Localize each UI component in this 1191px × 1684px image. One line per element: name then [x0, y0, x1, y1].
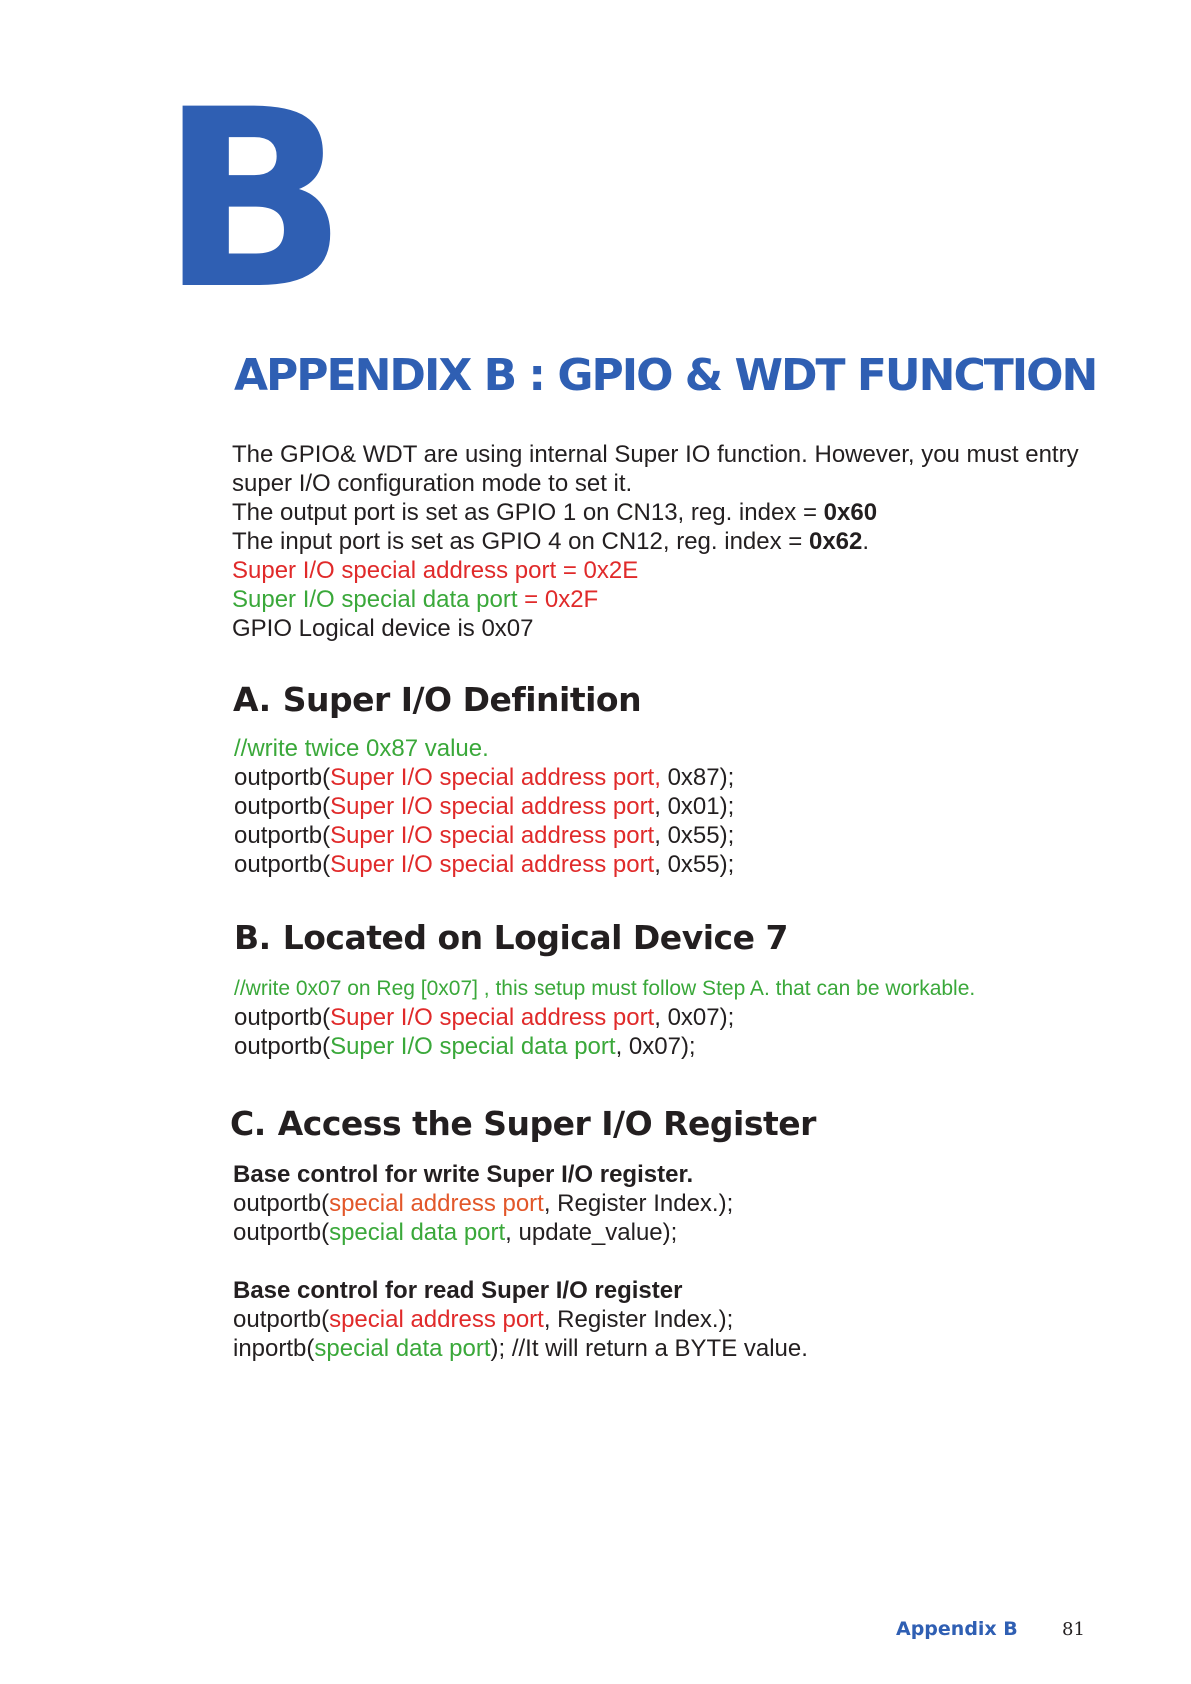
- code-data-port: Super I/O special data port: [330, 1033, 616, 1060]
- code-comment: //write 0x07 on Reg [0x07] , this setup must follow Step A. that can be workable.: [234, 977, 976, 1000]
- chapter-letter: B: [160, 58, 344, 344]
- register-index-value: 0x62: [808, 528, 863, 555]
- section-b-code: [234, 974, 975, 1061]
- code-fn: inportb(: [233, 1335, 315, 1362]
- section-title: Super I/O Definition: [282, 680, 642, 719]
- code-comment: //write twice 0x87 value.: [234, 735, 489, 762]
- code-line: [233, 1189, 808, 1218]
- intro-input-port-line: [232, 527, 1112, 556]
- intro-line: super I/O configuration mode to set it.: [232, 470, 633, 497]
- code-args: , 0x55);: [654, 851, 735, 878]
- code-line: [233, 1218, 808, 1247]
- intro-text: The output port is set as GPIO 1 on CN13, reg. index =: [232, 499, 824, 526]
- code-args: ); //It will return a BYTE value.: [490, 1335, 808, 1362]
- code-fn: outportb(: [233, 1306, 330, 1333]
- code-fn: outportb(: [233, 1190, 330, 1217]
- section-b-heading: [234, 917, 788, 959]
- section-letter: A.: [233, 680, 271, 719]
- section-c-heading: [230, 1103, 816, 1145]
- code-fn: outportb(: [234, 822, 331, 849]
- code-args: , 0x07);: [654, 1004, 735, 1031]
- intro-output-port-line: [232, 498, 1112, 527]
- code-fn: outportb(: [234, 1033, 331, 1060]
- write-control-title: Base control for write Super I/O register.: [233, 1161, 694, 1188]
- code-args: 0x87);: [660, 764, 735, 791]
- code-args: , 0x07);: [615, 1033, 696, 1060]
- code-fn: outportb(: [234, 851, 331, 878]
- section-a-heading: [233, 679, 641, 721]
- page-number: 81: [1062, 1619, 1085, 1640]
- code-address-port: Super I/O special address port: [330, 1004, 655, 1031]
- code-fn: outportb(: [234, 793, 331, 820]
- register-index-value: 0x60: [823, 499, 878, 526]
- code-address-port: Super I/O special address port: [330, 851, 655, 878]
- section-a-code: [234, 734, 734, 879]
- code-address-port: special address port: [329, 1190, 544, 1217]
- section-c-code: [233, 1160, 808, 1363]
- intro-text: .: [862, 528, 870, 555]
- code-fn: outportb(: [233, 1219, 330, 1246]
- code-args: , update_value);: [505, 1219, 678, 1246]
- code-address-port: Super I/O special address port: [330, 822, 655, 849]
- section-letter: C.: [230, 1104, 266, 1143]
- code-fn: outportb(: [234, 1004, 331, 1031]
- data-port-definition: [232, 585, 1112, 614]
- code-args: , 0x55);: [654, 822, 735, 849]
- intro-line: The GPIO& WDT are using internal Super IO function. However, you must entry: [232, 441, 1079, 468]
- intro-text: The input port is set as GPIO 4 on CN12, reg. index =: [232, 528, 809, 555]
- code-line: [234, 821, 734, 850]
- code-line: [233, 1305, 808, 1334]
- code-args: , Register Index.);: [543, 1306, 734, 1333]
- code-address-port: special address port: [329, 1306, 544, 1333]
- code-fn: outportb(: [234, 764, 331, 791]
- code-args: , 0x01);: [654, 793, 735, 820]
- section-title: Located on Logical Device 7: [282, 918, 788, 957]
- spacer: [233, 1247, 808, 1276]
- code-args: , Register Index.);: [543, 1190, 734, 1217]
- code-line: [234, 1003, 975, 1032]
- data-port-value: = 0x2F: [517, 586, 599, 613]
- read-control-title: Base control for read Super I/O register: [233, 1277, 683, 1304]
- page-title: APPENDIX B : GPIO & WDT FUNCTION: [234, 350, 1097, 401]
- code-line: [234, 792, 734, 821]
- code-address-port: Super I/O special address port: [330, 793, 655, 820]
- footer-section-label: Appendix B: [896, 1618, 1018, 1640]
- intro-paragraph: [232, 440, 1112, 643]
- data-port-label: Super I/O special data port: [232, 586, 518, 613]
- section-letter: B.: [234, 918, 271, 957]
- code-data-port: special data port: [329, 1219, 506, 1246]
- section-title: Access the Super I/O Register: [277, 1104, 816, 1143]
- code-line: [234, 763, 734, 792]
- code-line: [234, 1032, 975, 1061]
- logical-device-line: GPIO Logical device is 0x07: [232, 615, 534, 642]
- code-line: [234, 850, 734, 879]
- address-port-definition: Super I/O special address port = 0x2E: [232, 557, 639, 584]
- code-line: [233, 1334, 808, 1363]
- code-address-port: Super I/O special address port,: [330, 764, 661, 791]
- code-data-port: special data port: [314, 1335, 491, 1362]
